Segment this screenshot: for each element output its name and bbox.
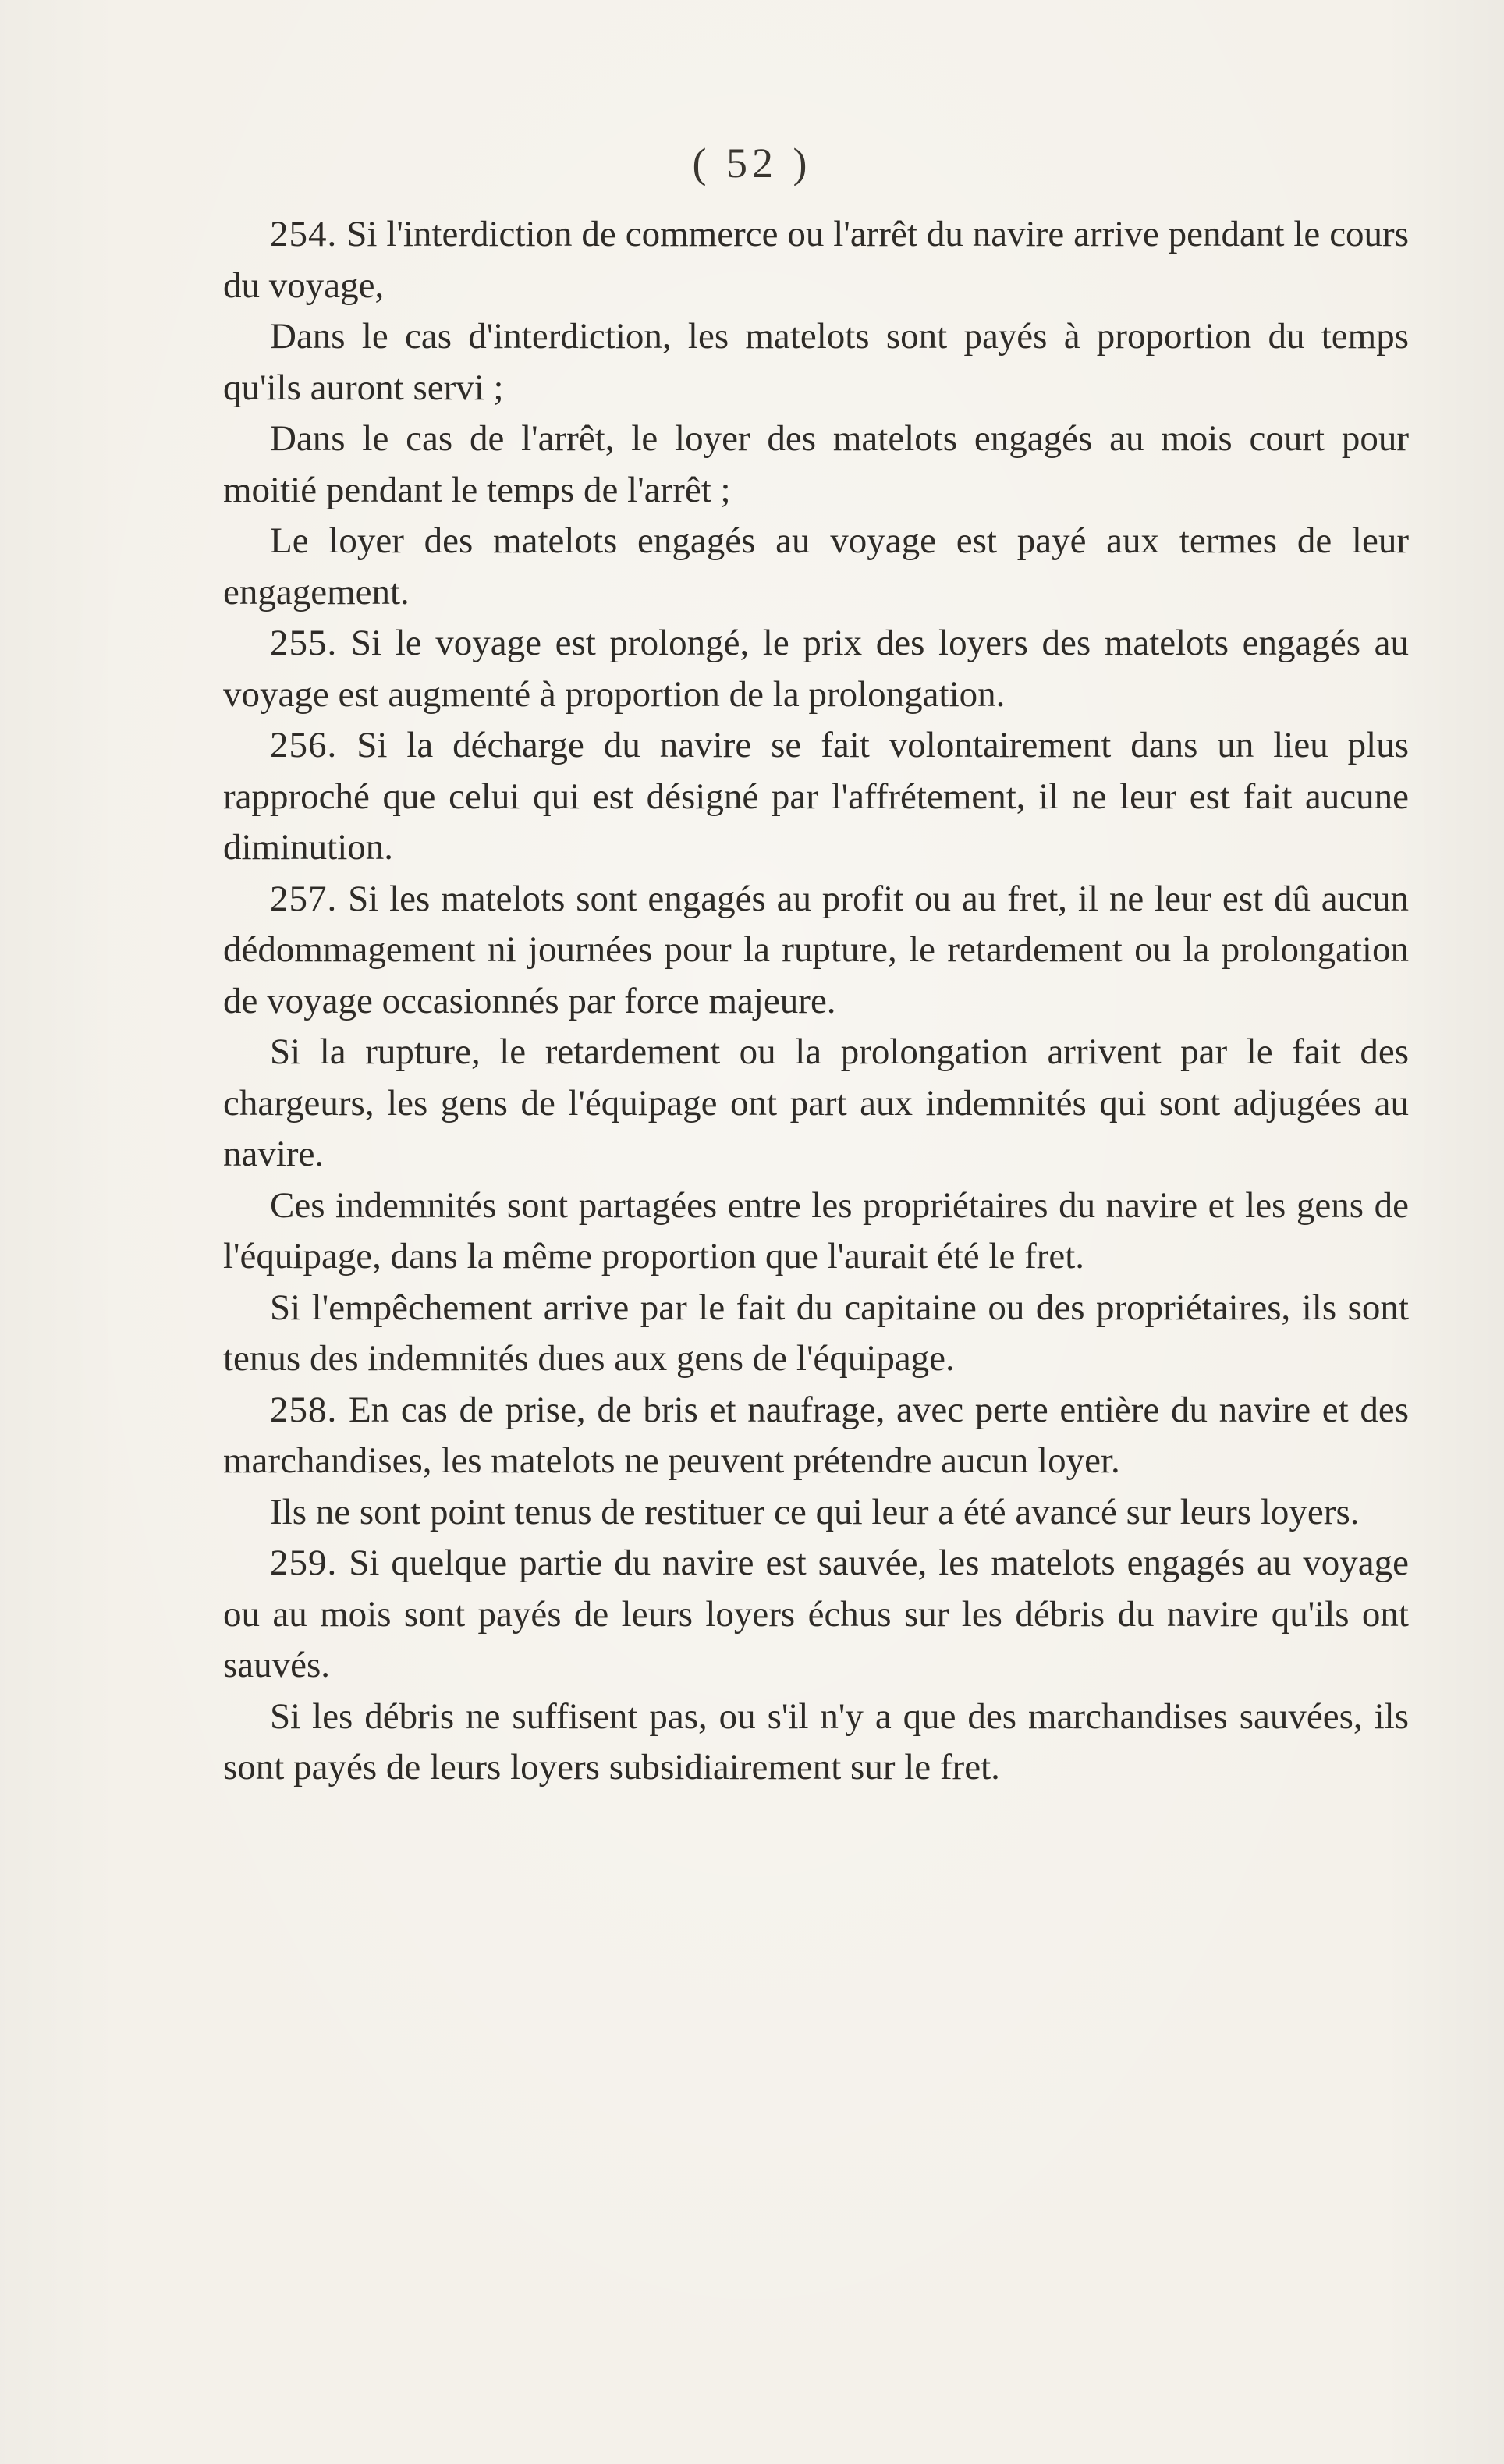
paragraph-256 (223, 720, 1409, 874)
paragraph-text: Si le voyage est prolongé, le prix des loyers des matelots engagés au voyage est augmenté à proportion de la prolongation. (223, 623, 1409, 715)
paragraph-text: Si les débris ne suffisent pas, ou s'il n'y a que des marchandises sauvées, ils sont payés de leurs loyers subsidiairement sur le fret. (223, 1695, 1409, 1788)
paragraph-text: Si les matelots sont engagés au profit ou au fret, il ne leur est dû aucun dédommagement ni journées pour la rupture, le retardement ou la prolongation de voyage occasionnés par force majeure. (223, 878, 1410, 1021)
paragraph-interdiction (223, 311, 1409, 414)
paragraph-258 (223, 1385, 1409, 1487)
paragraph-text: Si l'empêchement arrive par le fait du capitaine ou des propriétaires, ils sont tenus des indemnités dues aux gens de l'équipage. (223, 1287, 1409, 1379)
body-text (223, 209, 1409, 1794)
paragraph-rupture (223, 1027, 1409, 1181)
paragraph-text: Le loyer des matelots engagés au voyage est payé aux termes de leur engagement. (223, 520, 1409, 612)
paragraph-debris (223, 1692, 1409, 1794)
paragraph-arret (223, 414, 1409, 516)
paragraph-text: Ils ne sont point tenus de restituer ce qui leur a été avancé sur leurs loyers. (270, 1491, 1360, 1532)
paragraph-254 (223, 209, 1409, 311)
article-number: 256. (270, 725, 338, 765)
article-number: 255. (270, 623, 338, 663)
article-number: 259. (270, 1543, 338, 1583)
paragraph-text: Dans le cas d'interdiction, les matelots sont payés à proportion du temps qu'ils auront servi ; (223, 316, 1409, 408)
page-number-header: ( 52 ) (692, 140, 812, 186)
paragraph-text: Ces indemnités sont partagées entre les propriétaires du navire et les gens de l'équipage, dans la même proportion que l'aurait été le fret. (223, 1184, 1409, 1276)
paragraph-text: Dans le cas de l'arrêt, le loyer des matelots engagés au mois court pour moitié pendant le temps de l'arrêt ; (223, 418, 1409, 510)
paragraph-empechement (223, 1283, 1409, 1385)
paragraph-text: Si la rupture, le retardement ou la prolongation arrivent par le fait des chargeurs, les gens de l'équipage ont part aux indemnités qui sont adjugées au navire. (223, 1031, 1409, 1174)
paragraph-text: Si l'interdiction de commerce ou l'arrêt du navire arrive pendant le cours du voyage, (223, 214, 1409, 306)
paragraph-indemnites (223, 1181, 1409, 1283)
paragraph-restituer (223, 1487, 1409, 1539)
paragraph-text: Si quelque partie du navire est sauvée, les matelots engagés au voyage ou au mois sont payés de leurs loyers échus sur les débris du navire qu'ils ont sauvés. (223, 1543, 1410, 1685)
paragraph-255 (223, 618, 1409, 720)
article-number: 258. (270, 1389, 338, 1430)
paragraph-loyer-voyage (223, 516, 1409, 618)
paragraph-text: Si la décharge du navire se fait volontairement dans un lieu plus rapproché que celui qui est désigné par l'affrétement, il ne leur est fait aucune diminution. (223, 725, 1410, 868)
article-number: 257. (270, 878, 338, 919)
paragraph-text: En cas de prise, de bris et naufrage, avec perte entière du navire et des marchandises, les matelots ne peuvent prétendre aucun loyer. (223, 1389, 1409, 1481)
paragraph-259 (223, 1538, 1409, 1692)
article-number: 254. (270, 214, 338, 254)
paragraph-257 (223, 874, 1409, 1028)
